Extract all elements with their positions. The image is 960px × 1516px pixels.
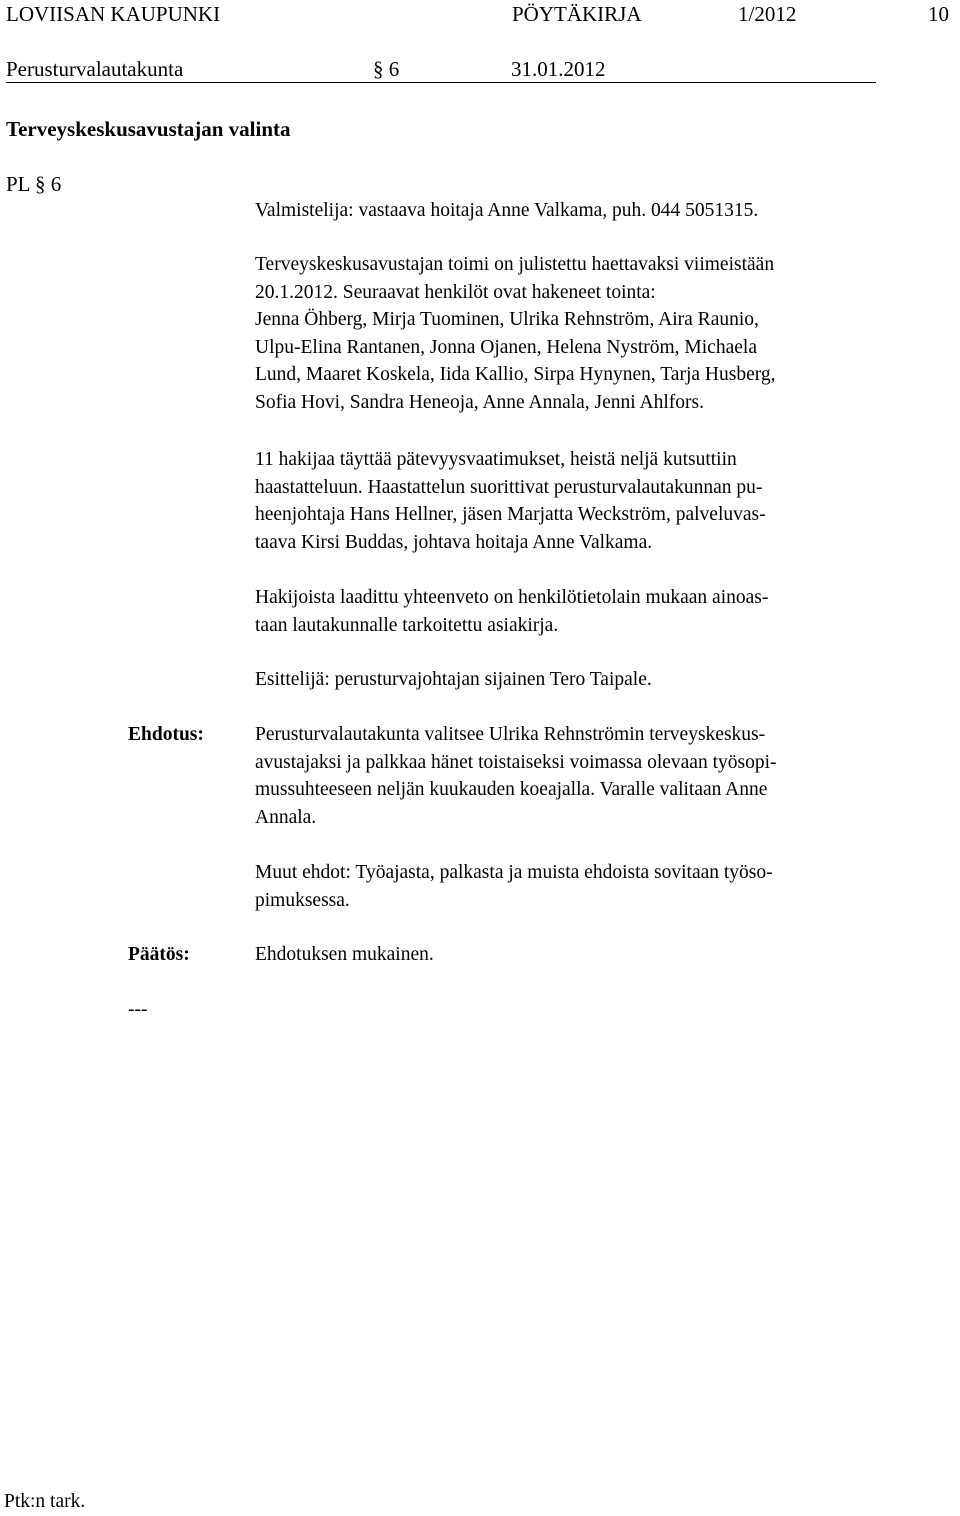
- paragraph-line: Sofia Hovi, Sandra Heneoja, Anne Annala, Jenni Ahlfors.: [255, 391, 704, 413]
- page-title: Terveyskeskusavustajan valinta: [6, 117, 291, 141]
- paragraph-line: Muut ehdot: Työajasta, palkasta ja muista ehdoista sovitaan työso-: [255, 862, 773, 883]
- decision-label: Päätös:: [128, 944, 190, 965]
- meeting-date: 31.01.2012: [511, 57, 606, 81]
- document-number: 1/2012: [738, 2, 797, 26]
- paragraph-line: Lund, Maaret Koskela, Iida Kallio, Sirpa Hynynen, Tarja Husberg,: [255, 364, 776, 385]
- paragraph-line: taava Kirsi Buddas, johtava hoitaja Anne Valkama.: [255, 531, 653, 553]
- interview-paragraph: [255, 446, 895, 556]
- paragraph-line: pimuksessa.: [255, 889, 350, 911]
- section-number: § 6: [373, 57, 400, 81]
- pl-reference: PL § 6: [6, 172, 62, 196]
- paragraph-line: heenjohtaja Hans Hellner, jäsen Marjatta Weckström, palveluvas-: [255, 504, 766, 525]
- paragraph-line: Ulpu-Elina Rantanen, Jonna Ojanen, Helena Nyström, Michaela: [255, 336, 757, 358]
- paragraph-line: Terveyskeskusavustajan toimi on julistettu haettavaksi viimeistään: [255, 254, 775, 275]
- organization-name: LOVIISAN KAUPUNKI: [6, 2, 221, 26]
- paragraph-line: taan lautakunnalle tarkoitettu asiakirja.: [255, 614, 559, 636]
- summary-paragraph: [255, 584, 895, 639]
- paragraph-line: avustajaksi ja palkkaa hänet toistaiseksi voimassa olevaan työsopi-: [255, 751, 777, 773]
- paragraph-line: mussuhteeseen neljän kuukauden koeajalla. Varalle valitaan Anne: [255, 779, 768, 800]
- paragraph-line: Hakijoista laadittu yhteenveto on henkilötietolain mukaan ainoas-: [255, 587, 769, 608]
- header-divider: [6, 82, 876, 83]
- paragraph-line: 11 hakijaa täyttää pätevyysvaatimukset, heistä neljä kutsuttiin: [255, 449, 737, 470]
- page-number: 10: [928, 2, 949, 26]
- footer-check-label: Ptk:n tark.: [4, 1491, 86, 1512]
- applicants-paragraph: [255, 251, 895, 416]
- document-type: PÖYTÄKIRJA: [512, 2, 642, 26]
- section-separator: ---: [128, 999, 148, 1020]
- paragraph-line: 20.1.2012. Seuraavat henkilöt ovat hakeneet tointa:: [255, 281, 656, 303]
- proposal-paragraph: [255, 721, 895, 831]
- paragraph-line: Perusturvalautakunta valitsee Ulrika Rehnströmin terveyskeskus-: [255, 724, 766, 745]
- presenter-line: Esittelijä: perusturvajohtajan sijainen Tero Taipale.: [255, 669, 652, 690]
- decision-text: Ehdotuksen mukainen.: [255, 944, 434, 965]
- preparer-line: Valmistelija: vastaava hoitaja Anne Valkama, puh. 044 5051315.: [255, 200, 759, 221]
- proposal-label: Ehdotus:: [128, 724, 204, 745]
- committee-name: Perusturvalautakunta: [6, 57, 184, 81]
- paragraph-line: Annala.: [255, 806, 317, 828]
- paragraph-line: haastatteluun. Haastattelun suorittivat perusturvalautakunnan pu-: [255, 476, 763, 498]
- paragraph-line: Jenna Öhberg, Mirja Tuominen, Ulrika Rehnström, Aira Raunio,: [255, 309, 759, 330]
- other-terms-paragraph: [255, 859, 895, 914]
